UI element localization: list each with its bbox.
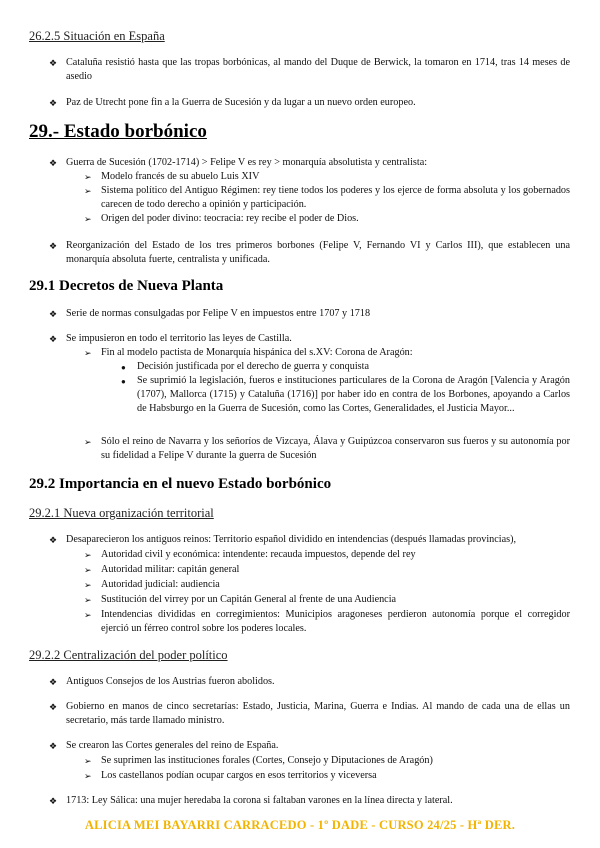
list-item: Intendencias divididas en corregimientos: Municipios aragoneses perdieron autonomía porque el corregidor ejerció un férreo control sobre los poderes locales. [101,609,570,634]
list-item: Se impusieron en todo el territorio las leyes de Castilla. [66,333,292,344]
list-item: Antiguos Consejos de los Austrias fueron abolidos. [66,676,275,687]
diamond-bullet-icon: ❖ [49,98,58,108]
heading-29-2-2: 29.2.2 Centralización del poder político [29,648,228,662]
diamond-bullet-icon: ❖ [49,702,58,712]
list-item: Gobierno en manos de cinco secretarías: Estado, Justicia, Marina, Guerra e Indias. Al mando de cada una de ellas un secretario, más tarde llamado ministro. [66,701,570,726]
list-item: Fin al modelo pactista de Monarquía hispánica del s.XV: Corona de Aragón: [101,347,413,358]
list-item: Cataluña resistió hasta que las tropas borbónicas, al mando del Duque de Berwick, la tomaron en 1714, tras 14 meses de asedio [66,57,570,82]
list-item: Sustitución del virrey por un Capitán General al frente de una Audiencia [101,594,397,605]
arrow-bullet-icon: ➢ [84,437,92,447]
heading-29-2: 29.2 Importancia en el nuevo Estado borbónico [29,476,332,492]
diamond-bullet-icon: ❖ [49,796,58,806]
arrow-bullet-icon: ➢ [84,595,92,605]
dot-bullet-icon: ● [121,363,126,372]
list-item: Serie de normas consulgadas por Felipe V en impuestos entre 1707 y 1718 [66,308,371,319]
dot-bullet-icon: ● [121,377,126,386]
list-item: Autoridad civil y económica: intendente: recauda impuestos, depende del rey [101,549,416,560]
list-item: Se suprimió la legislación, fueros e instituciones particulares de la Corona de Aragón [Valencia y Aragón (1707), Mallorca (1715) y Cataluña (1716)] por haber ido en contra de los Borbones, apoyando a Carlos de Habsburgo en la Guerra de Sucesión, como las Cortes, Generalidades, el Justicia Mayor... [137,375,570,414]
arrow-bullet-icon: ➢ [84,610,92,620]
list-item: Reorganización del Estado de los tres primeros borbones (Felipe V, Fernando VI y Carlos III), que establecen una monarquía absoluta fuerte, centralista y unificada. [66,240,570,265]
arrow-bullet-icon: ➢ [84,550,92,560]
diamond-bullet-icon: ❖ [49,677,58,687]
page-footer: ALICIA MEI BAYARRI CARRACEDO - 1º DADE - CURSO 24/25 - Hª DER. [84,818,516,832]
arrow-bullet-icon: ➢ [84,214,92,224]
list-item: Sistema político del Antiguo Régimen: rey tiene todos los poderes y los ejerce de forma absoluta y los gobernados carecen de todo derecho a opinión y participación. [101,185,570,210]
diamond-bullet-icon: ❖ [49,241,58,251]
diamond-bullet-icon: ❖ [49,334,58,344]
list-item: Los castellanos podían ocupar cargos en esos territorios y viceversa [101,770,377,781]
heading-29: 29.- Estado borbónico [29,121,207,142]
list-item: 1713: Ley Sálica: una mujer heredaba la corona si faltaban varones en la línea directa y lateral. [66,795,453,806]
list-item: Sólo el reino de Navarra y los señoríos de Vizcaya, Álava y Guipúzcoa conservaron sus fueros y su autonomía por su fidelidad a Felipe V durante la guerra de Sucesión [101,436,570,461]
diamond-bullet-icon: ❖ [49,158,58,168]
arrow-bullet-icon: ➢ [84,565,92,575]
list-item: Desaparecieron los antiguos reinos: Territorio español dividido en intendencias (después llamadas provincias), [66,534,517,545]
arrow-bullet-icon: ➢ [84,172,92,182]
list-item: Modelo francés de su abuelo Luis XIV [101,171,260,182]
arrow-bullet-icon: ➢ [84,580,92,590]
heading-29-1: 29.1 Decretos de Nueva Planta [29,278,224,294]
diamond-bullet-icon: ❖ [49,309,58,319]
heading-29-2-1: 29.2.1 Nueva organización territorial [29,506,214,520]
diamond-bullet-icon: ❖ [49,58,58,68]
diamond-bullet-icon: ❖ [49,741,58,751]
arrow-bullet-icon: ➢ [84,186,92,196]
arrow-bullet-icon: ➢ [84,756,92,766]
list-item: Se crearon las Cortes generales del reino de España. [66,740,279,751]
list-item: Guerra de Sucesión (1702-1714) > Felipe V es rey > monarquía absolutista y centralista: [66,157,428,168]
list-item: Paz de Utrecht pone fin a la Guerra de Sucesión y da lugar a un nuevo orden europeo. [66,97,416,108]
diamond-bullet-icon: ❖ [49,535,58,545]
list-item: Decisión justificada por el derecho de guerra y conquista [137,361,369,372]
heading-26-2-5: 26.2.5 Situación en España [29,29,165,43]
list-item: Autoridad judicial: audiencia [101,579,220,590]
list-item: Se suprimen las instituciones forales (Cortes, Consejo y Diputaciones de Aragón) [101,755,433,766]
list-item: Autoridad militar: capitán general [101,564,240,575]
arrow-bullet-icon: ➢ [84,348,92,358]
arrow-bullet-icon: ➢ [84,771,92,781]
list-item: Origen del poder divino: teocracia: rey recibe el poder de Dios. [101,213,359,224]
